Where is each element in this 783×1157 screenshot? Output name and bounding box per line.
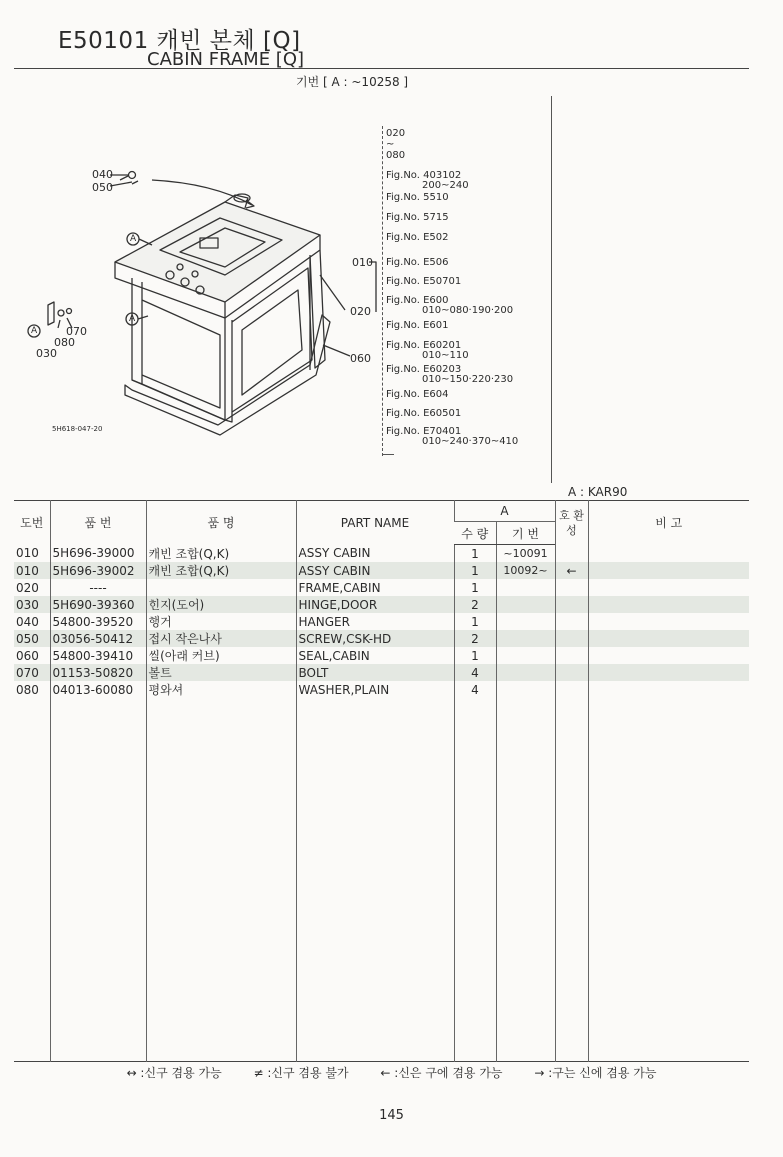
callout-070: 070 (66, 325, 87, 338)
header-rule (14, 68, 749, 69)
divider-line (551, 96, 552, 483)
cell-no: 070 (14, 664, 50, 681)
table-row (14, 579, 749, 596)
cell-remarks (588, 596, 749, 613)
cell-name-kr: 캐빈 조합(Q,K) (146, 562, 296, 579)
cell-part-no: 03056-50412 (50, 630, 146, 647)
cell-name-kr: 접시 작은나사 (146, 630, 296, 647)
cell-remarks (588, 613, 749, 630)
ref-sub: 010~110 (422, 350, 469, 361)
cell-remarks (588, 630, 749, 647)
legend-new-for-old: ← :신은 구에 겸용 가능 (380, 1066, 503, 1080)
reference-brace-end (382, 454, 394, 455)
mark-a-2: A (129, 314, 136, 324)
cell-interchange (555, 664, 588, 681)
table-row (14, 664, 749, 681)
cell-name-kr: 힌지(도어) (146, 596, 296, 613)
ref-sub: 200~240 (422, 180, 469, 191)
header-serial: 기 번 (496, 522, 555, 545)
interchange-legend (0, 1064, 783, 1081)
cell-name-en: BOLT (296, 664, 454, 681)
serial-note: 기번 [ A : ~10258 ] (296, 75, 409, 89)
page-number: 145 (379, 1108, 404, 1123)
cell-interchange (555, 681, 588, 698)
ref-line: Fig.No. 403102 (386, 170, 462, 181)
cell-no: 080 (16, 682, 39, 697)
table-row (14, 562, 749, 579)
cell-remarks (588, 681, 749, 698)
callout-060: 060 (350, 352, 371, 365)
ref-line: 020 (386, 128, 406, 139)
cell-name-kr: 캐빈 조합(Q,K) (146, 545, 296, 563)
cell-interchange (555, 613, 588, 630)
cell-name-en: SCREW,CSK-HD (296, 630, 454, 647)
ref-line: Fig.No. E601 (386, 320, 449, 331)
header-part-no: 품 번 (50, 501, 146, 545)
cell-qty: 1 (454, 562, 496, 579)
ref-line: Fig.No. E60501 (386, 408, 462, 419)
cell-remarks (588, 562, 749, 579)
cell-interchange: ← (555, 562, 588, 579)
ref-line: Fig.No. E60201 (386, 340, 462, 351)
callout-080: 080 (54, 336, 75, 349)
cell-qty: 1 (454, 545, 496, 563)
cell-qty: 4 (454, 664, 496, 681)
ref-line: Fig.No. E70401 (386, 426, 462, 437)
cell-serial (496, 647, 555, 664)
cell-part-no: 5H696-39000 (50, 545, 146, 563)
table-bottom-rule (14, 1062, 749, 1063)
legend-old-for-new: → :구는 신에 겸용 가능 (534, 1066, 657, 1080)
cabin-frame-illustration (20, 150, 390, 450)
parts-table (14, 500, 749, 1062)
page-subtitle: CABIN FRAME [Q] (147, 49, 305, 70)
ref-line: Fig.No. E600 (386, 295, 449, 306)
cell-remarks (588, 545, 749, 563)
cell-part-no: 5H690-39360 (50, 596, 146, 613)
cell-serial (496, 664, 555, 681)
callout-020: 020 (350, 305, 371, 318)
cell-qty: 1 (454, 613, 496, 630)
cell-remarks (588, 579, 749, 596)
cell-no: 050 (14, 630, 50, 647)
cell-name-kr: 씰(아래 커브) (146, 647, 296, 664)
header-interchange: 호 환 성 (555, 501, 588, 545)
cell-serial (496, 596, 555, 613)
header-group: A (454, 501, 555, 522)
cell-name-en: SEAL,CABIN (296, 647, 454, 664)
ref-line: 080 (386, 150, 406, 161)
figure-code: 5H618-047-20 (52, 425, 103, 433)
cell-part-no: 04013-60080 (50, 681, 146, 698)
cell-serial: 10092~ (496, 562, 555, 579)
table-row (14, 596, 749, 613)
cell-remarks (588, 664, 749, 681)
cell-part-no: 54800-39520 (50, 613, 146, 630)
cell-name-en: ASSY CABIN (296, 562, 454, 579)
group-label: A : KAR90 (568, 485, 628, 499)
header-part-name-en: PART NAME (296, 501, 454, 545)
cell-part-no: ---- (50, 579, 146, 596)
cell-name-kr: 볼트 (146, 664, 296, 681)
header-part-name-kr: 품 명 (146, 501, 296, 545)
ref-line: Fig.No. E502 (386, 232, 449, 243)
legend-not-interchangeable: ≠ :신구 겸용 불가 (253, 1066, 349, 1080)
legend-both-ways: ↔ :신구 겸용 가능 (126, 1066, 222, 1080)
cell-serial (496, 579, 555, 596)
cell-name-kr (146, 579, 296, 596)
cell-no: 060 (16, 648, 39, 663)
cell-no: 020 (16, 580, 39, 595)
ref-line: ~ (386, 139, 395, 150)
cell-interchange (555, 596, 588, 613)
mark-a-1: A (130, 234, 137, 244)
table-row (14, 545, 749, 563)
cell-no: 030 (14, 596, 50, 613)
cell-name-en: WASHER,PLAIN (296, 681, 454, 698)
cell-name-en: FRAME,CABIN (296, 579, 454, 596)
mark-a-3: A (31, 326, 38, 336)
cell-name-kr: 행거 (146, 613, 296, 630)
reference-brace (382, 126, 383, 456)
table-row (14, 630, 749, 647)
ref-line: Fig.No. E50701 (386, 276, 462, 287)
page-title: E50101 캐빈 본체 [Q] (58, 28, 301, 54)
cell-name-en: HANGER (296, 613, 454, 630)
cell-name-en: HINGE,DOOR (296, 596, 454, 613)
cell-serial: ~10091 (496, 545, 555, 563)
cell-interchange (555, 579, 588, 596)
figure-reference-list (382, 126, 552, 456)
cell-interchange (555, 647, 588, 664)
ref-line: Fig.No. 5715 (386, 212, 449, 223)
callout-010: 010 (352, 256, 373, 269)
cell-interchange (555, 630, 588, 647)
cell-interchange (555, 545, 588, 563)
cell-qty: 2 (454, 596, 496, 613)
cell-serial (496, 681, 555, 698)
ref-sub: 010~240·370~410 (422, 436, 519, 447)
ref-line: Fig.No. E60203 (386, 364, 462, 375)
ref-line: Fig.No. 5510 (386, 192, 449, 203)
cell-part-no: 5H696-39002 (50, 562, 146, 579)
cell-serial (496, 613, 555, 630)
cell-name-en: ASSY CABIN (296, 545, 454, 563)
ref-line: Fig.No. E506 (386, 257, 449, 268)
table-row (14, 681, 749, 698)
cell-part-no: 01153-50820 (50, 664, 146, 681)
cell-qty: 2 (454, 630, 496, 647)
cell-no: 010 (16, 546, 39, 561)
cell-qty: 1 (454, 579, 496, 596)
table-row (14, 613, 749, 630)
header-remarks: 비 고 (588, 501, 749, 545)
cell-part-no: 54800-39410 (50, 647, 146, 664)
cell-no: 040 (16, 614, 39, 629)
cell-qty: 1 (454, 647, 496, 664)
callout-050: 050 (92, 181, 113, 194)
callout-040: 040 (92, 168, 113, 181)
callout-030: 030 (36, 347, 57, 360)
cell-qty: 4 (454, 681, 496, 698)
table-row (14, 647, 749, 664)
cell-serial (496, 630, 555, 647)
ref-line: Fig.No. E604 (386, 389, 449, 400)
cell-no: 010 (14, 562, 50, 579)
header-no: 도번 (20, 516, 44, 531)
ref-sub: 010~080·190·200 (422, 305, 514, 316)
table-filler-row (14, 698, 749, 1062)
header-qty: 수 량 (454, 522, 496, 545)
cell-remarks (588, 647, 749, 664)
cell-name-kr: 평와셔 (146, 681, 296, 698)
ref-sub: 010~150·220·230 (422, 374, 514, 385)
